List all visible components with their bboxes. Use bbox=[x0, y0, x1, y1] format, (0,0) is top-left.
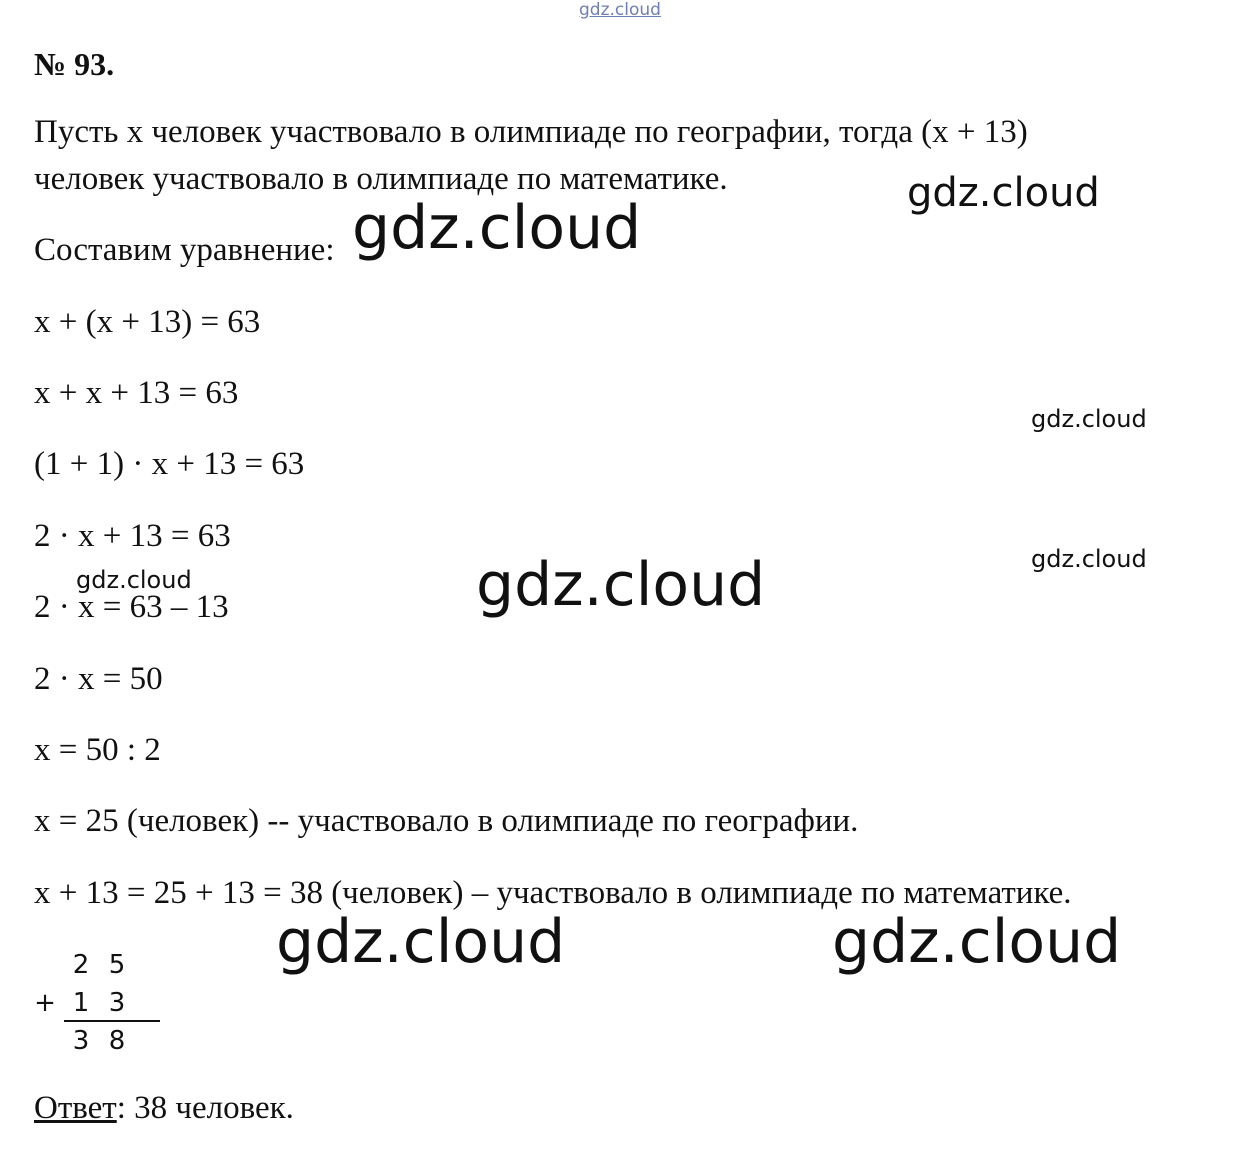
digit: 3 bbox=[108, 988, 126, 1018]
digit: 2 bbox=[72, 950, 90, 980]
digit: 1 bbox=[72, 988, 90, 1018]
intro-line-2: человек участвовало в олимпиаде по математике. bbox=[34, 161, 728, 197]
watermark: gdz.cloud bbox=[476, 550, 766, 620]
answer-label: Ответ bbox=[34, 1090, 117, 1126]
equation-step: x = 50 : 2 bbox=[34, 732, 161, 768]
watermark: gdz.cloud bbox=[352, 193, 642, 263]
equation-step: 2 · x = 50 bbox=[34, 661, 163, 697]
watermark: gdz.cloud bbox=[832, 907, 1122, 977]
digit: 8 bbox=[108, 1026, 126, 1056]
answer-text: : 38 человек. bbox=[116, 1090, 294, 1126]
digit: 3 bbox=[72, 1026, 90, 1056]
equation-step: 2 · x = 63 – 13 bbox=[34, 589, 229, 625]
watermark: gdz.cloud bbox=[907, 170, 1100, 216]
watermark: gdz.cloud bbox=[276, 907, 566, 977]
digit: 5 bbox=[108, 950, 126, 980]
intro-line-1: Пусть x человек участвовало в олимпиаде по географии, тогда (x + 13) bbox=[34, 114, 1028, 150]
watermark: gdz.cloud bbox=[76, 566, 192, 594]
watermark-top: gdz.cloud bbox=[579, 0, 661, 20]
plus-operator: + bbox=[34, 988, 56, 1018]
answer bbox=[34, 1092, 294, 1125]
equation-step: x = 25 (человек) -- участвовало в олимпиаде по географии. bbox=[34, 803, 859, 839]
sum-line bbox=[64, 1020, 160, 1022]
equation-step: x + (x + 13) = 63 bbox=[34, 304, 261, 340]
equation-step: x + x + 13 = 63 bbox=[34, 375, 239, 411]
problem-number: № 93. bbox=[34, 46, 115, 82]
equation-step: 2 · x + 13 = 63 bbox=[34, 518, 231, 554]
equation-step: x + 13 = 25 + 13 = 38 (человек) – участвовало в олимпиаде по математике. bbox=[34, 875, 1072, 911]
equation-step: (1 + 1) · x + 13 = 63 bbox=[34, 446, 305, 482]
equation-intro: Составим уравнение: bbox=[34, 232, 335, 268]
watermark: gdz.cloud bbox=[1031, 405, 1147, 433]
watermark: gdz.cloud bbox=[1031, 545, 1147, 573]
